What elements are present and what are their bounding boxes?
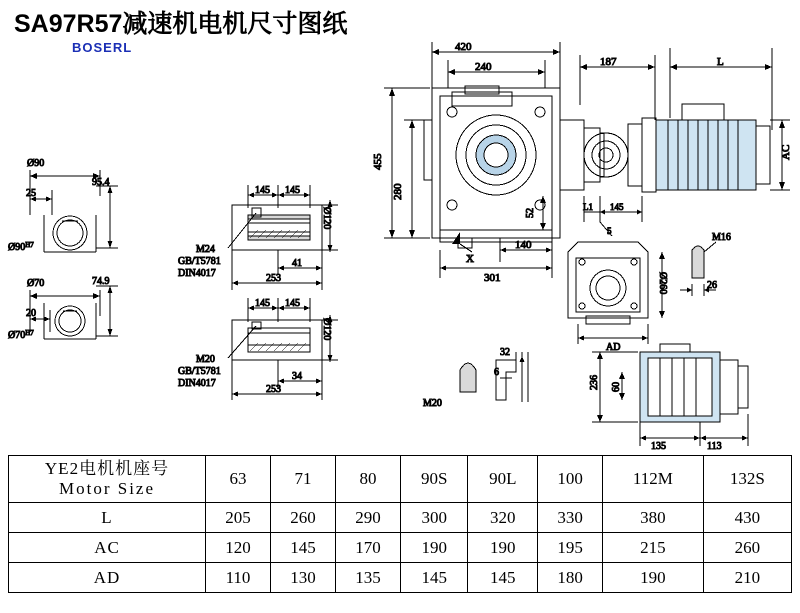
label-d70h7: $Ø70^{H7}$: [8, 329, 34, 341]
label-145-c: 145: [255, 298, 270, 309]
label-L1: L1: [583, 202, 593, 212]
cell-L-0: 205: [206, 503, 271, 533]
cell-AC-4: 190: [468, 533, 538, 563]
cell-L-4: 320: [468, 503, 538, 533]
label-m24: M24: [196, 244, 215, 255]
table-header-label-en: Motor Size: [58, 479, 156, 498]
motor-size-table: [8, 455, 792, 593]
label-d120-b: Ø120: [321, 318, 332, 341]
label-280: 280: [392, 183, 404, 200]
shaft-detail-70: [30, 286, 118, 339]
cell-L-7: 430: [703, 503, 791, 533]
label-gbt5781-a: GB/T5781: [178, 256, 221, 267]
table-header-row: [9, 456, 792, 503]
cell-AC-0: 120: [206, 533, 271, 563]
label-145-b: 145: [285, 185, 300, 196]
cell-AD-2: 135: [336, 563, 401, 593]
label-74-9: 74.9: [92, 276, 110, 287]
label-145-a: 145: [255, 185, 270, 196]
label-m20-a: M20: [196, 354, 215, 365]
label-gbt5781-b: GB/T5781: [178, 366, 221, 377]
table-row: [9, 533, 792, 563]
brand-logo: BOSERL: [72, 40, 133, 55]
label-20: 20: [26, 308, 36, 319]
cell-AC-5: 195: [538, 533, 603, 563]
cell-AC-2: 170: [336, 533, 401, 563]
label-26: 26: [707, 280, 717, 291]
page-title: SA97R57减速机电机尺寸图纸: [14, 10, 348, 38]
row-label-L: L: [9, 503, 206, 533]
label-187: 187: [600, 56, 617, 68]
table-header-size-7: 132S: [703, 456, 791, 503]
cell-AC-6: 215: [603, 533, 704, 563]
label-d260: Ø260: [657, 272, 668, 295]
label-32: 32: [500, 347, 510, 358]
cell-L-1: 260: [271, 503, 336, 533]
label-113: 113: [707, 441, 722, 452]
label-L-top: L: [717, 56, 724, 68]
table-header-size-1: 71: [271, 456, 336, 503]
cell-AD-6: 190: [603, 563, 704, 593]
table-header-size-5: 100: [538, 456, 603, 503]
cell-AC-3: 190: [401, 533, 468, 563]
table-header-label-cn: YE2电机机座号: [44, 459, 170, 478]
label-140: 140: [515, 239, 532, 251]
label-5: 5: [607, 226, 612, 236]
motor-side-view: [592, 344, 748, 446]
table-header-size-3: 90S: [401, 456, 468, 503]
label-din4017-a: DIN4017: [178, 268, 216, 279]
label-301: 301: [484, 272, 501, 284]
label-455: 455: [372, 153, 384, 170]
cell-AD-5: 180: [538, 563, 603, 593]
table-header-size-4: 90L: [468, 456, 538, 503]
cell-AD-3: 145: [401, 563, 468, 593]
cell-L-6: 380: [603, 503, 704, 533]
hollow-shaft-lower: [228, 298, 338, 400]
row-label-AC: AC: [9, 533, 206, 563]
table-row: [9, 503, 792, 533]
label-m16: M16: [712, 232, 731, 243]
cell-AD-7: 210: [703, 563, 791, 593]
label-95-4: 95.4: [92, 177, 110, 188]
label-X: X: [466, 253, 474, 265]
label-m20-b: M20: [423, 398, 442, 409]
label-6: 6: [494, 367, 499, 378]
cell-AC-1: 145: [271, 533, 336, 563]
label-d90h7: $Ø90^{H7}$: [8, 241, 34, 253]
label-236: 236: [589, 375, 600, 390]
table-row: [9, 563, 792, 593]
label-145-e: 145: [610, 202, 624, 212]
label-145-d: 145: [285, 298, 300, 309]
cell-AC-7: 260: [703, 533, 791, 563]
label-AD: AD: [606, 342, 621, 353]
label-25: 25: [26, 188, 36, 199]
cell-L-2: 290: [336, 503, 401, 533]
label-253-a: 253: [266, 273, 281, 284]
cell-L-5: 330: [538, 503, 603, 533]
label-253-b: 253: [266, 384, 281, 395]
table-header-label: [9, 456, 206, 503]
label-34: 34: [292, 371, 302, 382]
label-240: 240: [475, 61, 492, 73]
section-view-260: [568, 242, 665, 344]
table-header-size-2: 80: [336, 456, 401, 503]
cell-AD-0: 110: [206, 563, 271, 593]
table-header-size-6: 112M: [603, 456, 704, 503]
cell-AD-4: 145: [468, 563, 538, 593]
label-d70-top: Ø70: [27, 278, 45, 289]
label-41: 41: [292, 258, 302, 269]
label-AC: AC: [780, 144, 792, 160]
label-60: 60: [611, 382, 622, 392]
label-d90-top: Ø90: [27, 158, 45, 169]
hollow-shaft-upper: [228, 185, 338, 290]
label-d120-a: Ø120: [321, 207, 332, 230]
cell-AD-1: 130: [271, 563, 336, 593]
label-din4017-b: DIN4017: [178, 378, 216, 389]
label-420: 420: [455, 41, 472, 53]
motor-assembly: [560, 104, 790, 192]
cell-L-3: 300: [401, 503, 468, 533]
label-135: 135: [651, 441, 666, 452]
row-label-AD: AD: [9, 563, 206, 593]
label-52: 52: [525, 208, 536, 218]
table-header-size-0: 63: [206, 456, 271, 503]
